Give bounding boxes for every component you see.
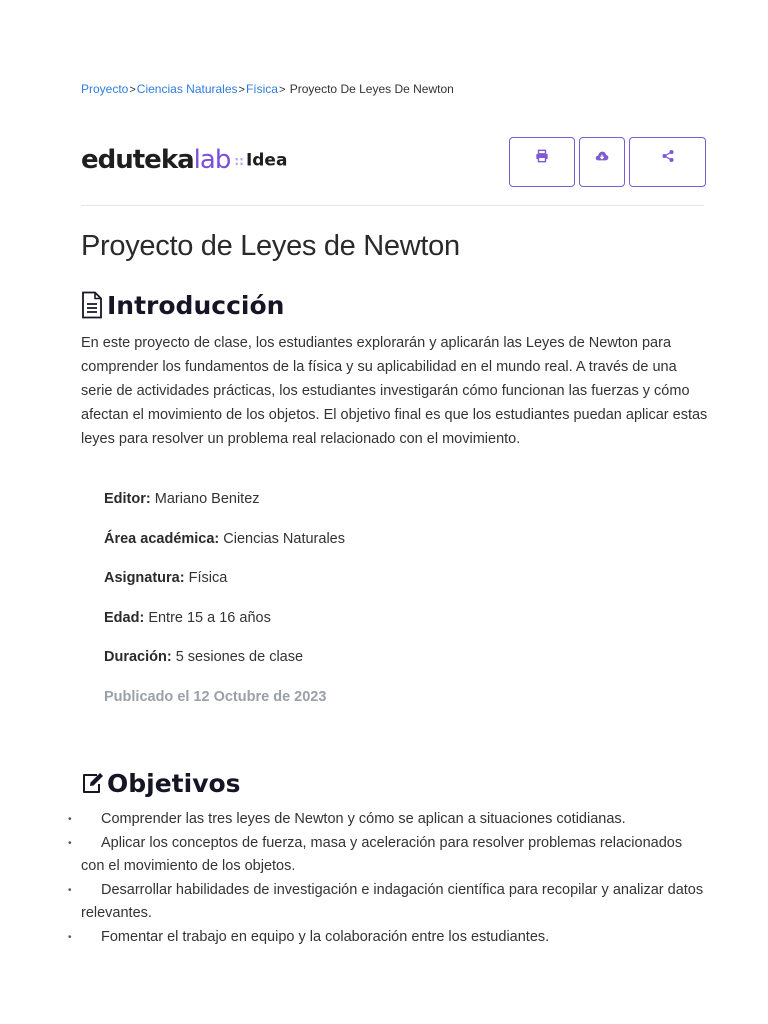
objective-text: Desarrollar habilidades de investigación e indagación científica para recopilar y analizar datos relevantes. (81, 881, 704, 921)
meta-age-value: Entre 15 a 16 años (148, 609, 271, 626)
meta-age-label: Edad: (104, 609, 145, 626)
objectives-heading (80, 769, 241, 797)
breadcrumb-link-proyecto[interactable]: Proyecto (81, 82, 129, 96)
document-icon (80, 291, 104, 319)
meta-editor (104, 489, 345, 529)
objectives-list (68, 808, 708, 949)
meta-area-label: Área académica: (104, 530, 220, 547)
logo-text-lab: lab (193, 145, 231, 175)
intro-heading (80, 291, 284, 319)
meta-subject-value: Física (188, 570, 228, 587)
print-button[interactable] (509, 137, 575, 187)
meta-subject (104, 568, 345, 608)
list-item (68, 879, 708, 926)
edutekalab-logo[interactable] (81, 140, 287, 181)
logo-text-idea: Idea (245, 150, 288, 171)
share-icon (661, 149, 675, 163)
meta-editor-label: Editor: (104, 491, 151, 507)
list-item (68, 832, 708, 879)
meta-duration-label: Duración: (104, 649, 172, 666)
meta-age (104, 608, 345, 648)
breadcrumb-current: Proyecto De Leyes De Newton (289, 82, 454, 96)
print-icon (535, 149, 549, 163)
header-divider (81, 205, 704, 206)
cloud-download-icon (595, 149, 609, 163)
share-button[interactable] (629, 137, 706, 187)
list-bullet: • (68, 814, 72, 825)
logo-separator: :: (234, 153, 244, 168)
breadcrumb-separator: > (238, 84, 245, 96)
objective-text: Aplicar los conceptos de fuerza, masa y aceleración para resolver problemas relacionados con el movimiento de los objetos. (81, 834, 683, 874)
edit-icon (80, 769, 104, 797)
breadcrumb-separator: > (278, 84, 286, 96)
page-title: Proyecto de Leyes de Newton (81, 230, 460, 262)
list-bullet: • (68, 884, 72, 896)
list-bullet: • (68, 931, 72, 943)
meta-area (104, 529, 345, 569)
objectives-heading-text: Objetivos (107, 769, 241, 798)
project-metadata (104, 489, 345, 727)
intro-heading-text: Introducción (107, 291, 285, 320)
breadcrumb-separator: > (129, 84, 136, 96)
objective-text: Comprender las tres leyes de Newton y cómo se aplican a situaciones cotidianas. (101, 811, 626, 827)
meta-duration-value: 5 sesiones de clase (175, 649, 304, 666)
meta-editor-value: Mariano Benitez (154, 491, 260, 507)
list-item (68, 926, 708, 950)
meta-subject-label: Asignatura: (104, 570, 185, 587)
breadcrumb-link-fisica[interactable]: Física (245, 82, 278, 96)
action-toolbar (509, 137, 706, 187)
meta-duration (104, 647, 345, 687)
download-button[interactable] (579, 137, 625, 187)
breadcrumb (81, 82, 454, 96)
intro-paragraph: En este proyecto de clase, los estudiantes explorarán y aplicarán las Leyes de Newton para comprender los fundamentos de la física y su aplicabilidad en el mundo real. A través de una serie de actividades prácticas, los estudiantes investigarán cómo funcionan las fuerzas y cómo afectan el movimiento de los objetos. El objetivo final es que los estudiantes puedan aplicar estas leyes para resolver un problema real relacionado con el movimiento. (81, 335, 708, 447)
meta-area-value: Ciencias Naturales (223, 530, 345, 547)
objective-text: Fomentar el trabajo en equipo y la colaboración entre los estudiantes. (101, 928, 550, 945)
breadcrumb-link-ciencias-naturales[interactable]: Ciencias Naturales (136, 82, 238, 96)
published-date: Publicado el 12 Octubre de 2023 (104, 688, 327, 705)
list-item (68, 808, 708, 832)
logo-text-eduteka: eduteka (81, 145, 194, 175)
list-bullet: • (68, 837, 72, 849)
